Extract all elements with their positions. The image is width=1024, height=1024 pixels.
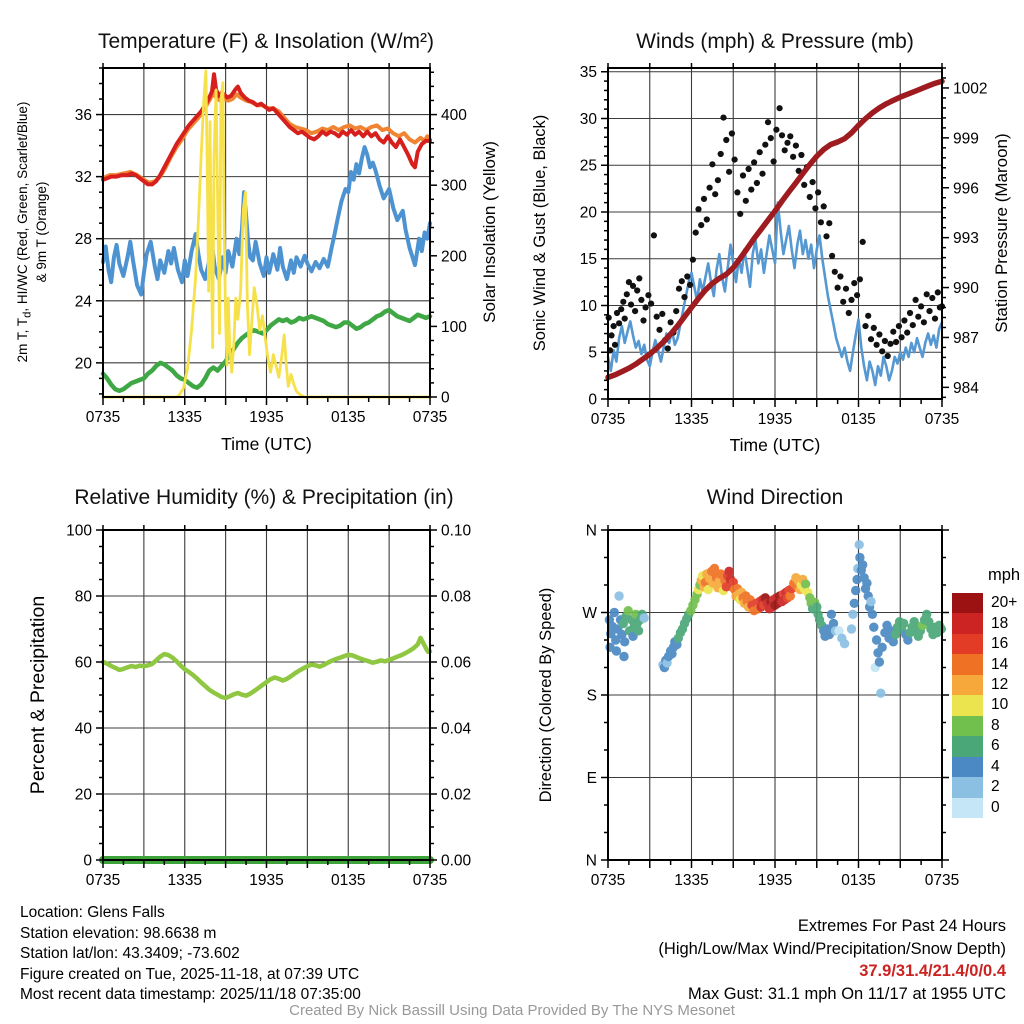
y-right-tick-label: 0.00 bbox=[441, 852, 472, 870]
y-right-tick-label: 990 bbox=[953, 280, 979, 298]
legend-label: 20+ bbox=[991, 594, 1018, 612]
y-left-tick-label: N bbox=[585, 522, 597, 540]
x-tick-label: 0135 bbox=[841, 411, 876, 428]
humidity-precip-chart-title: Relative Humidity (%) & Precipitation (in) bbox=[74, 486, 454, 509]
legend-label: 16 bbox=[991, 635, 1009, 653]
y-left-tick-label: 40 bbox=[74, 720, 92, 738]
legend-labels bbox=[991, 593, 1024, 818]
wind-chart-y-right-label: Station Pressure (Maroon) bbox=[992, 133, 1011, 333]
temp-chart-y-left-label bbox=[15, 42, 51, 422]
y-left-tick-label: 15 bbox=[579, 251, 597, 269]
chart-wind_pres bbox=[580, 63, 988, 428]
y-left-tick-label: E bbox=[586, 770, 597, 787]
y-left-tick-label: 35 bbox=[579, 64, 597, 82]
y-left-tick-label: 24 bbox=[74, 293, 92, 311]
humidity-chart-y-left-label: Percent & Precipitation bbox=[26, 595, 49, 795]
y-right-tick-label: 1002 bbox=[953, 80, 988, 98]
legend-color-swatch bbox=[952, 716, 983, 736]
legend-label: 18 bbox=[991, 614, 1009, 632]
legend-label: 10 bbox=[991, 696, 1009, 714]
y-left-tick-label: 25 bbox=[579, 157, 597, 175]
x-tick-label: 1935 bbox=[249, 872, 284, 889]
credit-line: Created By Nick Bassill Using Data Provided By The NYS Mesonet bbox=[289, 1002, 735, 1019]
legend-label: 8 bbox=[991, 716, 1000, 734]
axis-tick-labels bbox=[66, 523, 471, 890]
y-left-tick-label: 60 bbox=[74, 654, 92, 672]
x-tick-label: 1335 bbox=[167, 872, 202, 889]
y-label-text: 2m T, T bbox=[14, 317, 30, 363]
station-info-line: Station lat/lon: 43.3409; -73.602 bbox=[20, 945, 240, 963]
y-left-tick-label: S bbox=[586, 687, 597, 705]
temp-insolation-chart-title: Temperature (F) & Insolation (W/m²) bbox=[97, 30, 435, 53]
x-tick-label: 1935 bbox=[757, 411, 793, 428]
y-right-tick-label: 996 bbox=[953, 180, 979, 198]
x-tick-label: 0735 bbox=[590, 872, 626, 889]
x-tick-label: 0735 bbox=[412, 872, 448, 889]
wind-direction-chart-title: Wind Direction bbox=[706, 486, 844, 509]
x-tick-label: 0135 bbox=[331, 872, 366, 889]
y-left-tick-label: 20 bbox=[74, 786, 92, 804]
x-tick-label: 1335 bbox=[674, 411, 709, 428]
station-info-line: Station elevation: 98.6638 m bbox=[20, 924, 217, 942]
y-right-tick-label: 0 bbox=[441, 389, 450, 407]
legend-label: 6 bbox=[991, 737, 1000, 755]
x-tick-label: 0735 bbox=[924, 411, 960, 428]
x-tick-label: 1935 bbox=[757, 872, 793, 889]
max-gust-line: Max Gust: 31.1 mph On 11/17 at 1955 UTC bbox=[688, 984, 1006, 1003]
y-right-tick-label: 0.08 bbox=[441, 588, 472, 606]
direction-chart-y-left-label: Direction (Colored By Speed) bbox=[536, 587, 555, 803]
legend-color-swatch bbox=[952, 654, 983, 674]
chart-wind_dir bbox=[582, 523, 959, 890]
legend-color-swatch bbox=[952, 757, 983, 777]
y-left-tick-label: 0 bbox=[588, 391, 597, 409]
axis-tick-labels bbox=[582, 523, 959, 890]
legend-title: mph bbox=[988, 566, 1021, 584]
y-right-tick-label: 0.04 bbox=[441, 720, 472, 738]
legend-label: 2 bbox=[991, 778, 1000, 796]
y-right-tick-label: 987 bbox=[953, 329, 979, 347]
chart-t_ins bbox=[75, 63, 467, 426]
y-left-tick-label: 20 bbox=[579, 204, 597, 222]
y-right-tick-label: 100 bbox=[441, 318, 467, 336]
legend-color-swatch bbox=[952, 695, 983, 715]
y-left-tick-label: 32 bbox=[74, 169, 92, 187]
legend-label: 14 bbox=[991, 655, 1009, 673]
y-right-tick-label: 999 bbox=[953, 130, 979, 148]
legend-color-swatch bbox=[952, 777, 983, 797]
x-tick-label: 0135 bbox=[841, 872, 876, 889]
y-label-text: & 9m T (Orange) bbox=[34, 181, 50, 283]
temp-chart-x-label: Time (UTC) bbox=[221, 434, 312, 454]
legend-label: 12 bbox=[991, 676, 1009, 694]
y-left-tick-label: N bbox=[585, 852, 597, 870]
x-tick-label: 0735 bbox=[924, 872, 960, 889]
x-tick-label: 1335 bbox=[167, 409, 202, 426]
station-info-line: Figure created on Tue, 2025-11-18, at 07:39 UTC bbox=[20, 965, 360, 983]
winds-pressure-chart-title: Winds (mph) & Pressure (mb) bbox=[636, 30, 914, 53]
y-left-tick-label: 80 bbox=[74, 588, 92, 606]
extremes-heading: Extremes For Past 24 Hours bbox=[797, 917, 1006, 935]
legend-color-bar bbox=[952, 593, 983, 818]
x-tick-label: 0135 bbox=[331, 409, 366, 426]
y-left-tick-label: 36 bbox=[74, 107, 92, 125]
y-left-tick-label: 20 bbox=[74, 355, 92, 373]
y-right-tick-label: 0.10 bbox=[441, 522, 472, 540]
y-left-tick-label: 5 bbox=[588, 344, 597, 362]
gridlines bbox=[103, 530, 430, 860]
extremes-values: 37.9/31.4/21.4/0/0.4 bbox=[859, 962, 1006, 980]
y-right-tick-label: 400 bbox=[441, 107, 467, 125]
y-right-tick-label: 200 bbox=[441, 248, 467, 266]
legend-label: 4 bbox=[991, 757, 1000, 775]
wind-chart-x-label: Time (UTC) bbox=[729, 435, 821, 455]
x-tick-label: 0735 bbox=[85, 409, 121, 426]
x-tick-label: 0735 bbox=[412, 409, 448, 426]
wind-chart-y-left-label: Sonic Wind & Gust (Blue, Black) bbox=[530, 114, 549, 352]
station-info-block bbox=[20, 903, 361, 1006]
chart-rh_precip bbox=[66, 523, 471, 890]
station-info-line: Location: Glens Falls bbox=[20, 904, 165, 921]
y-left-tick-label: 100 bbox=[66, 522, 92, 540]
temp-chart-y-right-label: Solar Insolation (Yellow) bbox=[480, 141, 499, 323]
y-right-tick-label: 0.06 bbox=[441, 654, 472, 672]
y-left-tick-label: 28 bbox=[74, 231, 92, 249]
legend-color-swatch bbox=[952, 798, 983, 818]
y-left-tick-label: W bbox=[582, 605, 597, 622]
y-left-tick-label: 30 bbox=[579, 110, 597, 128]
x-tick-label: 1335 bbox=[674, 872, 709, 889]
legend-color-swatch bbox=[952, 613, 983, 633]
y-right-tick-label: 993 bbox=[953, 230, 979, 248]
legend-label: 0 bbox=[991, 798, 1000, 816]
x-tick-label: 0735 bbox=[590, 411, 626, 428]
station-info-line: Most recent data timestamp: 2025/11/18 07:35:00 bbox=[20, 986, 361, 1004]
y-right-tick-label: 300 bbox=[441, 177, 467, 195]
y-left-tick-label: 10 bbox=[579, 297, 597, 315]
legend-color-swatch bbox=[952, 675, 983, 695]
gridlines bbox=[608, 530, 942, 860]
y-label-sub: d bbox=[21, 311, 34, 318]
y-left-tick-label: 0 bbox=[83, 852, 92, 870]
extremes-subheading: (High/Low/Max Wind/Precipitation/Snow Depth) bbox=[658, 939, 1006, 958]
extremes-block bbox=[658, 915, 1006, 1005]
x-tick-label: 1935 bbox=[249, 409, 284, 426]
x-tick-label: 0735 bbox=[85, 872, 121, 889]
y-label-text: , HI/WC (Red, Green, Scarlet/Blue) bbox=[14, 101, 30, 312]
y-right-tick-label: 984 bbox=[953, 379, 979, 397]
legend-color-swatch bbox=[952, 736, 983, 756]
y-right-tick-label: 0.02 bbox=[441, 786, 472, 804]
legend-color-swatch bbox=[952, 634, 983, 654]
legend-color-swatch bbox=[952, 593, 983, 613]
